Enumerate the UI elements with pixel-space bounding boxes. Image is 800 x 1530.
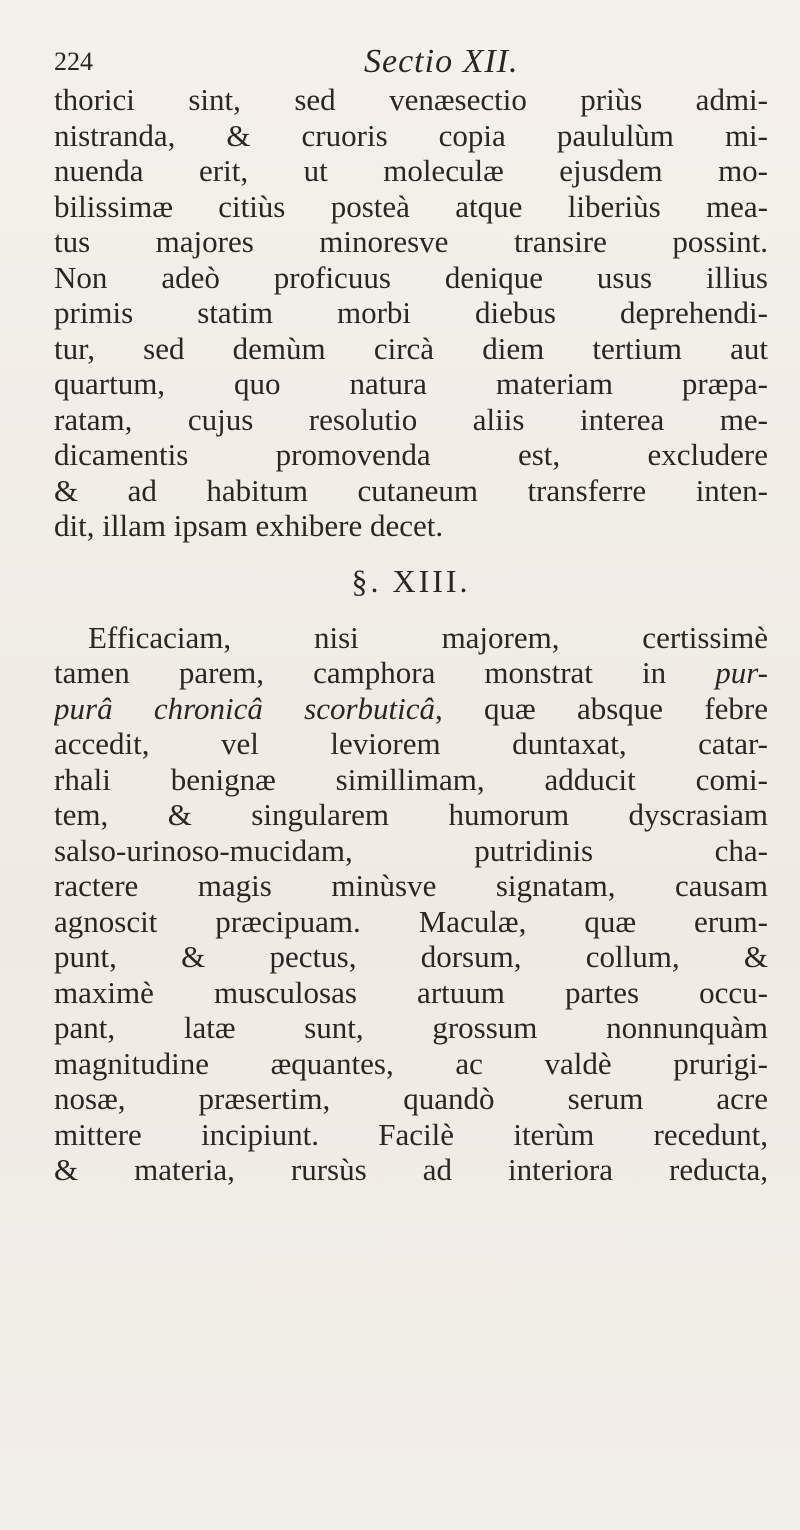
text-line [54,904,768,940]
text-line [54,726,768,762]
text-segment: , quæ absque febre [435,690,768,726]
running-head: Sectio XII. [364,43,519,80]
page-number: 224 [54,47,93,76]
body-text [54,82,776,1188]
text-line [54,797,768,833]
text-line: bilissimæ citiùs posteà atque liberiùs mea- [54,188,768,224]
text-line: primis statim morbi diebus deprehendi- [54,295,768,330]
text-line: dit, illam ipsam exhibere decet. [54,508,444,543]
text-line [54,975,768,1011]
text-segment: magnitudine æquantes, ac valdè prurigi- [54,1045,768,1081]
italic-segment: pur- [715,655,768,690]
text-segment: maximè musculosas artuum partes occu- [54,974,768,1010]
paragraph-2 [54,620,776,1188]
text-line: & ad habitum cutaneum transferre inten- [54,472,768,508]
text-line: nuenda erit, ut moleculæ ejusdem mo- [54,153,768,188]
text-line: Non adeò proficuus denique usus illius [54,259,768,295]
text-line [54,939,768,975]
text-segment: pant, latæ sunt, grossum nonnunquàm [54,1010,768,1045]
page-header [54,44,776,80]
text-line: thorici sint, sed venæsectio priùs admi- [54,82,768,117]
text-line: dicamentis promovenda est, excludere [54,437,768,472]
text-segment: tem, & singularem humorum dyscrasiam [54,797,768,832]
text-segment: nosæ, præsertim, quandò serum acre [54,1081,768,1116]
text-line [54,833,768,869]
text-segment: ractere magis minùsve signatam, causam [54,868,768,903]
section-title: §. XIII. [351,562,471,599]
text-line [54,1152,768,1188]
text-line [54,655,768,691]
text-segment: agnoscit præcipuam. Maculæ, quæ erum- [54,903,768,939]
text-line: quartum, quo natura materiam præpa- [54,366,768,401]
text-line: tur, sed demùm circà diem tertium aut [54,330,768,366]
italic-segment: purâ chronicâ scorbuticâ [54,690,436,726]
text-segment: tamen parem, camphora monstrat in [54,655,716,690]
text-segment: & materia, rursùs ad interiora reducta, [54,1152,768,1187]
text-line [54,1046,768,1082]
text-segment: rhali benignæ simillimam, adducit comi- [54,761,768,797]
text-line [54,1081,768,1117]
paragraph-1 [54,82,776,544]
text-line [54,868,768,904]
text-segment: Efficaciam, nisi majorem, certissimè [88,619,768,655]
text-line: tus majores minoresve transire possint. [54,224,768,259]
text-line [54,620,768,656]
text-segment: salso-urinoso-mucidam, putridinis cha- [54,832,768,868]
text-segment: accedit, vel leviorem duntaxat, catar- [54,726,768,761]
text-line: nistranda, & cruoris copia paululùm mi- [54,117,768,153]
text-line [54,762,768,798]
text-segment: mittere incipiunt. Facilè iterùm recedunt, [54,1116,768,1152]
text-line [54,1117,768,1153]
text-line [54,691,768,727]
text-line: ratam, cujus resolutio aliis interea me- [54,401,768,437]
text-line [54,1010,768,1046]
text-segment: punt, & pectus, dorsum, collum, & [54,939,768,974]
